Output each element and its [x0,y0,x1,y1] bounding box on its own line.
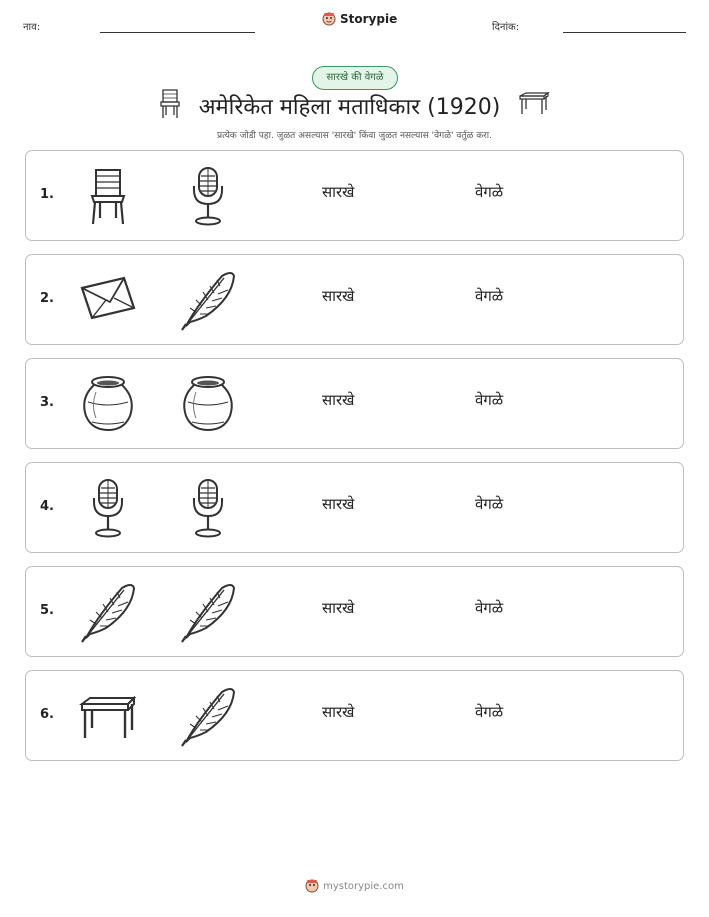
option-different[interactable]: वेगळे [475,599,504,617]
page-title: अमेरिकेत महिला मताधिकार (1920) [198,95,501,120]
question-card [25,150,684,241]
feather-icon [176,268,240,332]
storypie-logo-icon [322,12,336,26]
question-number: 2. [40,291,54,306]
option-different[interactable]: वेगळे [475,391,504,409]
brand-logo [322,12,397,26]
microphone-icon [176,476,240,540]
option-same[interactable]: सारखे [322,495,355,513]
table-icon [518,92,550,120]
feather-icon [176,684,240,748]
date-label: दिनांक: [492,22,520,33]
footer [0,879,709,893]
worksheet-type-badge: सारखे की वेगळे [312,66,398,90]
option-same[interactable]: सारखे [322,183,355,201]
date-line[interactable] [563,32,686,33]
question-number: 4. [40,499,54,514]
chair-icon [76,164,140,228]
option-same[interactable]: सारखे [322,287,355,305]
option-same[interactable]: सारखे [322,703,355,721]
pot-icon [76,372,140,436]
question-number: 6. [40,707,54,722]
title-row [0,88,709,124]
instructions: प्रत्येक जोडी पहा. जुळत असल्यास 'सारखे' किंवा जुळत नसल्यास 'वेगळे' वर्तुळ करा. [216,131,492,141]
pot-icon [176,372,240,436]
name-label: नाव: [23,22,41,33]
question-number: 3. [40,395,54,410]
footer-url: mystorypie.com [323,880,404,892]
option-different[interactable]: वेगळे [475,495,504,513]
feather-icon [76,580,140,644]
microphone-icon [76,476,140,540]
option-same[interactable]: सारखे [322,599,355,617]
question-card [25,358,684,449]
microphone-icon [176,164,240,228]
option-different[interactable]: वेगळे [475,183,504,201]
brand-name: Storypie [340,12,398,26]
storypie-logo-icon [305,879,319,893]
question-number: 1. [40,187,54,202]
question-card [25,254,684,345]
option-different[interactable]: वेगळे [475,703,504,721]
envelope-icon [76,268,140,332]
option-different[interactable]: वेगळे [475,287,504,305]
option-same[interactable]: सारखे [322,391,355,409]
question-number: 5. [40,603,54,618]
chair-icon [159,88,181,124]
feather-icon [176,580,240,644]
name-line[interactable] [100,32,255,33]
question-card [25,670,684,761]
question-card [25,566,684,657]
question-card [25,462,684,553]
table-icon [76,684,140,748]
